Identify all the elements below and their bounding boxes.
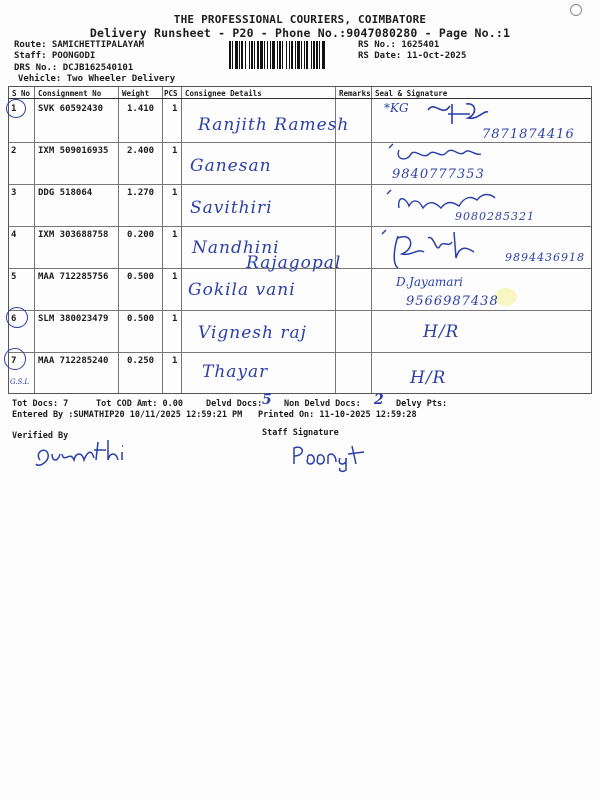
barcode-bar [232,41,233,69]
header-divider [9,98,591,99]
col-header-seal: Seal & Signature [375,89,448,98]
row-divider [9,184,591,185]
drs-number: DRS No.: DCJB162540101 [14,63,134,73]
barcode-bar [267,41,268,69]
runsheet-subtitle: Delivery Runsheet - P20 - Phone No.:9047080280 - Page No.:1 [89,26,511,40]
row-divider [9,310,591,311]
barcode-bar [257,41,259,69]
barcode-bar [235,41,238,69]
row-4-sno: 4 [11,230,17,240]
barcode-bar [311,41,312,69]
col-header-remarks: Remarks [339,89,371,98]
row-2-phone: 9840777353 [392,167,485,182]
row-3-sno: 3 [11,188,17,198]
row-4-signature-scribble [378,228,508,272]
row-3-signature-scribble [385,186,505,216]
delivery-points-label: Delvy Pts: [396,399,448,409]
row-7-circle-mark [4,348,26,370]
barcode-bar [241,41,243,69]
row-1-consignee: Ranjith Ramesh [198,115,350,135]
barcode-bar [251,41,253,69]
row-4-consignee-line2: Rajagopal [246,253,342,273]
row-6-sno: 6 [11,314,17,324]
row-5-phone: 9566987438 [406,294,499,309]
row-divider [9,226,591,227]
col-header-consignment: Consignment No [38,89,102,98]
barcode-bar [313,41,315,69]
barcode-bar [295,41,296,69]
barcode-bar [277,41,278,69]
row-5-consignment: MAA 712285756 [38,272,109,282]
row-1-pcs: 1 [172,104,178,114]
row-5-receiver-name: D.Jayamari [396,275,464,289]
row-6-consignment: SLM 380023479 [38,314,109,324]
col-divider [162,87,163,393]
row-5-weight: 0.500 [127,272,155,282]
row-7-seal: H/R [410,368,447,388]
staff-signature-label: Staff Signature [262,428,339,438]
barcode-bar [279,41,281,69]
row-1-seal-signature: *KG [384,101,409,115]
rs-number: RS No.: 1625401 [358,40,440,50]
row-1-consignment: SVK 60592430 [38,104,104,114]
barcode-bar [249,41,250,69]
barcode-bar [301,41,302,69]
barcode-bar [319,41,320,69]
barcode-bar [304,41,305,69]
row-3-pcs: 1 [172,188,178,198]
row-1-sno: 1 [11,104,17,114]
vehicle-text: Vehicle: Two Wheeler Delivery [18,74,176,84]
row-4-phone: 9894436918 [505,251,585,264]
row-3-consignment: DDG 518064 [38,188,93,198]
barcode-bar [239,41,240,69]
row-7-weight: 0.250 [127,356,155,366]
row-6-pcs: 1 [172,314,178,324]
margin-note: G.S.L [10,378,29,386]
barcode-bar [286,41,287,69]
printed-on: Printed On: 11-10-2025 12:59:28 [258,410,417,420]
barcode-bar [291,41,293,69]
row-7-consignee: Thayar [202,362,269,382]
row-6-weight: 0.500 [127,314,155,324]
barcode-bar [245,41,246,69]
barcode-bar [272,41,275,69]
barcode-bar [260,41,263,69]
barcode-bar [322,41,325,69]
staff-signature-scribble [288,438,378,473]
row-3-weight: 1.270 [127,188,155,198]
row-1-signature-scribble [380,98,500,138]
barcode-bar [229,41,231,69]
row-2-weight: 2.400 [127,146,155,156]
barcode-bar [306,41,308,69]
entered-by: Entered By :SUMATHIP20 10/11/2025 12:59:21 PM [12,410,243,420]
barcode-bar [282,41,283,69]
delivered-docs-label: Delvd Docs: [206,399,263,409]
barcode-bar [297,41,300,69]
rs-date: RS Date: 11-Oct-2025 [358,51,467,61]
non-delivered-docs-label: Non Delvd Docs: [284,399,361,409]
non-delivered-docs-value: 2 [374,392,384,408]
row-7-pcs: 1 [172,356,178,366]
col-divider [118,87,119,393]
col-divider [181,87,182,393]
row-2-sno: 2 [11,146,17,156]
row-2-pcs: 1 [172,146,178,156]
row-divider [9,352,591,353]
row-4-pcs: 1 [172,230,178,240]
total-docs: Tot Docs: 7 [12,399,69,409]
row-6-seal: H/R [423,322,460,342]
col-header-weight: Weight [122,89,150,98]
verified-by-label: Verified By [12,431,69,441]
row-4-consignment: IXM 303688758 [38,230,109,240]
col-divider [371,87,372,393]
row-1-phone: 7871874416 [482,127,575,142]
row-3-consignee: Savithiri [190,198,273,218]
col-header-pcs: PCS [164,89,178,98]
row-4-consignee: Nandhini [192,238,280,258]
row-6-consignee: Vignesh raj [198,323,307,343]
row-1-circle-mark [6,99,26,118]
row-7-sno: 7 [11,356,17,366]
row-2-signature-scribble [385,140,505,168]
barcode-bar [254,41,255,69]
barcode-bar [316,41,318,69]
col-header-consignee: Consignee Details [185,89,262,98]
barcode-bar [289,41,290,69]
row-2-consignee: Ganesan [190,156,272,176]
total-cod-amount: Tot COD Amt: 0.00 [96,399,183,409]
row-1-weight: 1.410 [127,104,155,114]
staff-text: Staff: POONGODI [14,51,96,61]
row-3-phone: 9080285321 [455,210,535,223]
row-2-consignment: IXM 509016935 [38,146,109,156]
row-5-sno: 5 [11,272,17,282]
col-divider [34,87,35,393]
route-text: Route: SAMICHETTIPALAYAM [14,40,145,50]
barcode-bar [270,41,271,69]
barcode [229,41,355,69]
row-5-consignee: Gokila vani [188,280,296,300]
row-7-consignment: MAA 712285240 [38,356,109,366]
delivered-docs-value: 5 [262,392,272,408]
row-5-pcs: 1 [172,272,178,282]
row-6-circle-mark [6,307,28,328]
company-title: THE PROFESSIONAL COURIERS, COIMBATORE [173,13,427,26]
col-header-sno: S No [12,89,31,98]
row-4-weight: 0.200 [127,230,155,240]
barcode-bar [264,41,265,69]
